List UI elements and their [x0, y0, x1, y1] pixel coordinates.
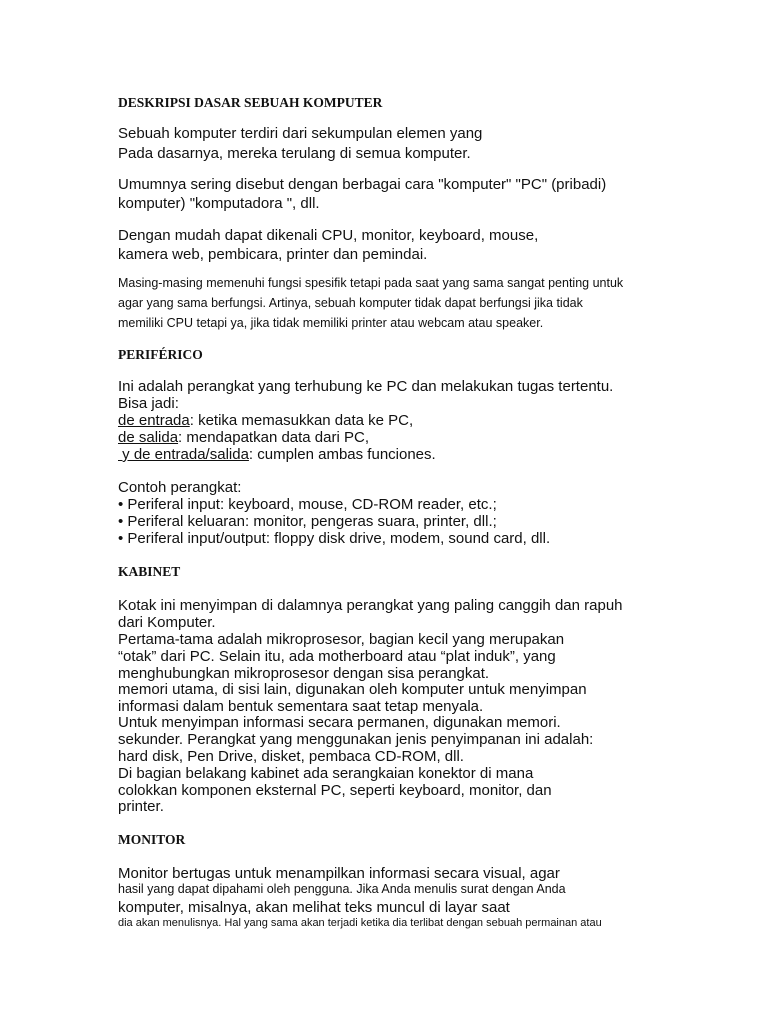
examples-label: Contoh perangkat:	[118, 479, 242, 496]
intro-small-line: agar yang sama berfungsi. Artinya, sebuah komputer tidak dapat berfungsi jika tidak	[118, 296, 583, 310]
monitor-line: hasil yang dapat dipahami oleh pengguna. Jika Anda menulis surat dengan Anda	[118, 882, 566, 896]
kabinet-line: Di bagian belakang kabinet ada serangkaian konektor di mana	[118, 765, 534, 782]
example-item: • Periferal input: keyboard, mouse, CD-ROM reader, etc.;	[118, 496, 497, 513]
kabinet-line: “otak” dari PC. Selain itu, ada motherboard atau “plat induk”, yang	[118, 648, 556, 665]
periferico-line: Bisa jadi:	[118, 395, 179, 412]
kabinet-line: menghubungkan mikroprosesor dengan sisa perangkat.	[118, 665, 490, 682]
device-type-entry	[118, 446, 436, 463]
device-type-entry	[118, 412, 413, 429]
device-type-entry	[118, 429, 369, 446]
intro-line: Sebuah komputer terdiri dari sekumpulan elemen yang	[118, 125, 483, 142]
example-item: • Periferal input/output: floppy disk drive, modem, sound card, dll.	[118, 530, 551, 547]
kabinet-line: printer.	[118, 798, 164, 815]
intro-small-line: memiliki CPU tetapi ya, jika tidak memiliki printer atau webcam atau speaker.	[118, 316, 544, 330]
device-type-desc: : mendapatkan data dari PC,	[178, 429, 369, 446]
kabinet-line: Untuk menyimpan informasi secara permanen, digunakan memori.	[118, 714, 561, 731]
intro-line: Umumnya sering disebut dengan berbagai cara "komputer" "PC" (pribadi)	[118, 176, 607, 193]
kabinet-line: Kotak ini menyimpan di dalamnya perangkat yang paling canggih dan rapuh	[118, 597, 623, 614]
intro-line: komputer) "komputadora ", dll.	[118, 195, 320, 212]
section-heading-periferico: PERIFÉRICO	[118, 347, 203, 362]
intro-small-line: Masing-masing memenuhi fungsi spesifik tetapi pada saat yang sama sangat penting untuk	[118, 276, 624, 290]
kabinet-line: dari Komputer.	[118, 614, 216, 631]
intro-line: Dengan mudah dapat dikenali CPU, monitor, keyboard, mouse,	[118, 227, 539, 244]
device-type-term: de salida	[118, 429, 179, 446]
kabinet-line: sekunder. Perangkat yang menggunakan jenis penyimpanan ini adalah:	[118, 731, 594, 748]
example-item: • Periferal keluaran: monitor, pengeras suara, printer, dll.;	[118, 513, 497, 530]
kabinet-line: hard disk, Pen Drive, disket, pembaca CD-ROM, dll.	[118, 748, 464, 765]
kabinet-line: informasi dalam bentuk sementara saat tetap menyala.	[118, 698, 484, 715]
section-heading-kabinet: KABINET	[118, 564, 181, 579]
monitor-line: komputer, misalnya, akan melihat teks muncul di layar saat	[118, 899, 510, 916]
document-title: DESKRIPSI DASAR SEBUAH KOMPUTER	[118, 95, 383, 110]
monitor-line: Monitor bertugas untuk menampilkan informasi secara visual, agar	[118, 865, 560, 882]
monitor-line: dia akan menulisnya. Hal yang sama akan terjadi ketika dia terlibat dengan sebuah permainan atau	[118, 917, 602, 929]
kabinet-line: memori utama, di sisi lain, digunakan oleh komputer untuk menyimpan	[118, 681, 587, 698]
intro-line: kamera web, pembicara, printer dan pemindai.	[118, 246, 428, 263]
periferico-line: Ini adalah perangkat yang terhubung ke PC dan melakukan tugas tertentu.	[118, 378, 614, 395]
section-heading-monitor: MONITOR	[118, 832, 186, 847]
intro-line: Pada dasarnya, mereka terulang di semua komputer.	[118, 145, 471, 162]
kabinet-line: colokkan komponen eksternal PC, seperti keyboard, monitor, dan	[118, 782, 552, 799]
device-type-term: de entrada	[118, 412, 190, 429]
device-type-term: y de entrada/salida	[118, 446, 249, 463]
device-type-desc: : cumplen ambas funciones.	[248, 446, 436, 463]
kabinet-line: Pertama-tama adalah mikroprosesor, bagian kecil yang merupakan	[118, 631, 565, 648]
device-type-desc: : ketika memasukkan data ke PC,	[189, 412, 414, 429]
